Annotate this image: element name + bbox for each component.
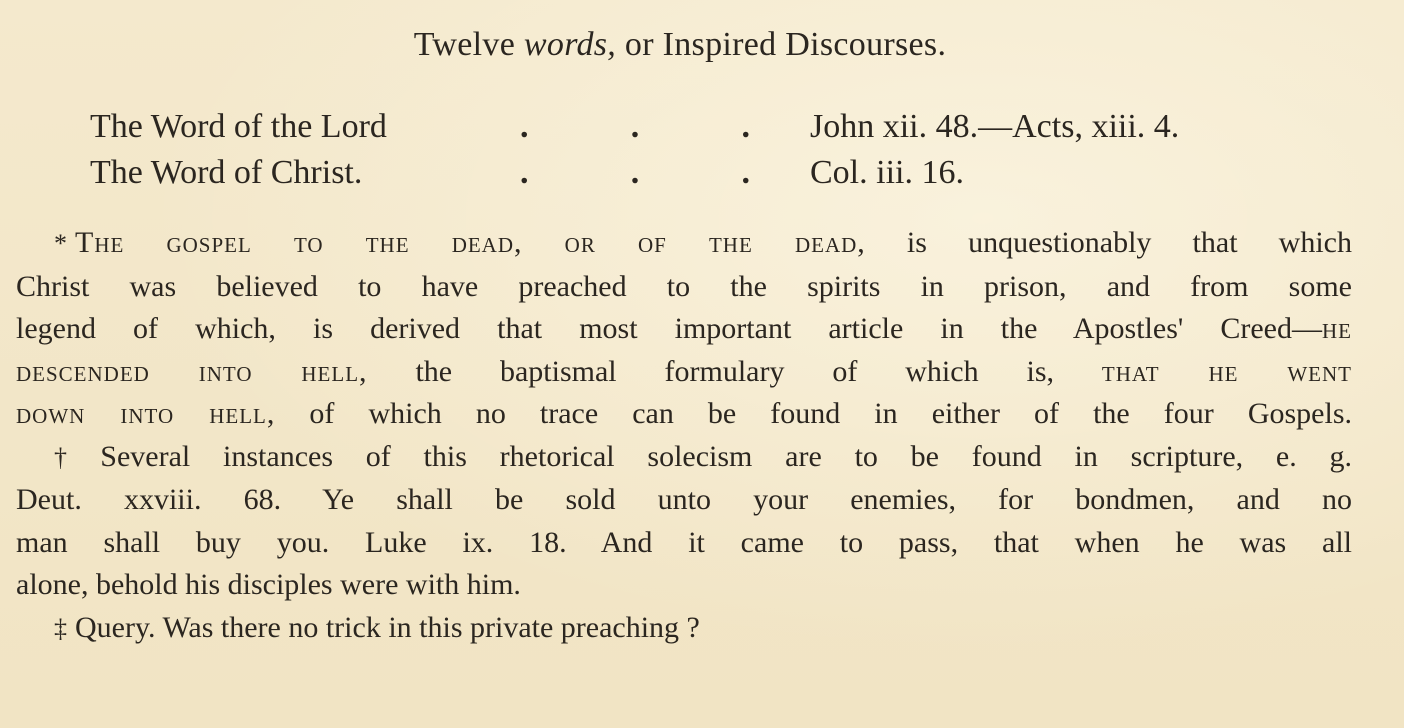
footnote-line: alone, behold his disciples were with him.: [16, 568, 521, 601]
scripture-reference: John xii. 48.—Acts, xiii. 4.: [810, 108, 1180, 145]
leader-dot: .: [630, 108, 640, 145]
footnote-line: [16, 393, 1352, 436]
footnote-line: [16, 222, 1352, 266]
discourse-list: [90, 104, 1330, 196]
footnote-dagger: [16, 436, 1352, 607]
discourse-title: The Word of the Lord: [90, 108, 387, 145]
footnote-text: is unquestionably that which: [865, 226, 1352, 259]
leader-dot: .: [520, 108, 529, 145]
double-dagger-mark: ‡: [54, 613, 67, 643]
footnote-line: [16, 351, 1352, 394]
leader-dots: [520, 150, 750, 196]
small-caps-phrase: he: [1322, 312, 1352, 345]
footnote-line: [16, 436, 1352, 480]
scripture-reference: Col. iii. 16.: [810, 154, 964, 191]
leader-dot: .: [741, 154, 750, 191]
footnote-text: of which no trace can be found in either of the four Gospels.: [275, 397, 1352, 430]
heading-text-end: or Inspired Discourses.: [616, 26, 947, 63]
leader-dots: [520, 104, 750, 150]
footnote-text: the baptismal formulary of which is,: [367, 354, 1102, 388]
footnote-line: [16, 607, 1352, 651]
small-caps-phrase: that he went: [1101, 354, 1352, 388]
dagger-mark: †: [54, 442, 93, 472]
section-heading: [0, 26, 1360, 64]
discourse-entry: [90, 104, 1330, 150]
footnote-asterisk: [16, 222, 1352, 436]
footnote-line: man shall buy you. Luke ix. 18. And it came to pass, that when he was all: [16, 525, 1352, 559]
discourse-title: The Word of Christ.: [90, 154, 363, 191]
asterisk-mark: *: [54, 229, 67, 258]
leader-dot: .: [630, 154, 640, 191]
small-caps-phrase: descended into hell,: [16, 354, 368, 388]
footnote-line: Christ was believed to have preached to the spirits in prison, and from some: [16, 269, 1352, 303]
heading-italic-word: words,: [523, 26, 617, 63]
footnote-line: [16, 308, 1352, 351]
small-caps-phrase: The gospel to the dead, or of the dead,: [75, 226, 866, 259]
footnote-text: Query. Was there no trick in this private preaching ?: [75, 610, 700, 644]
footnotes: [16, 222, 1352, 650]
footnote-double-dagger: [16, 607, 1352, 651]
discourse-entry: [90, 150, 1330, 196]
leader-dot: .: [520, 154, 529, 191]
small-caps-phrase: down into hell,: [16, 397, 276, 430]
footnote-text: legend of which, is derived that most important article in the Apostles' Creed—: [16, 312, 1322, 345]
leader-dot: .: [741, 108, 750, 145]
footnote-text: Several instances of this rhetorical solecism are to be found in scripture, e. g.: [100, 439, 1353, 473]
heading-text-start: Twelve: [413, 26, 524, 63]
footnote-line: Deut. xxviii. 68. Ye shall be sold unto your enemies, for bondmen, and no: [16, 483, 1352, 516]
